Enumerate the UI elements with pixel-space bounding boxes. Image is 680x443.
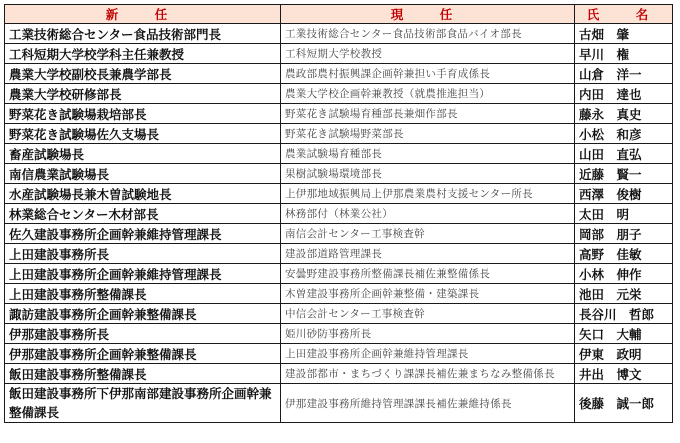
current-post-cell: 建設部道路管理課長: [281, 244, 575, 264]
current-post-cell: 安曇野建設事務所整備課長補佐兼整備係長: [281, 264, 575, 284]
current-post-cell: 林務部付（林業公社）: [281, 204, 575, 224]
new-post-cell: 農業大学校副校長兼農学部長: [5, 64, 281, 84]
new-post-cell: 伊那建設事務所企画幹兼整備課長: [5, 344, 281, 364]
name-cell: 長谷川 哲郎: [575, 304, 673, 324]
table-row: [5, 164, 673, 184]
table-row: [5, 364, 673, 384]
header-row: [5, 5, 673, 24]
new-post-cell: 上田建設事務所整備課長: [5, 284, 281, 304]
name-cell: 池田 元栄: [575, 284, 673, 304]
current-post-cell: 建設部都市・まちづくり課課長補佐兼まちなみ整備係長: [281, 364, 575, 384]
new-post-cell: 飯田建設事務所下伊那南部建設事務所企画幹兼整備課長: [5, 384, 281, 423]
current-post-cell: 野菜花き試験場育種部長兼畑作部長: [281, 104, 575, 124]
new-post-cell: 野菜花き試験場佐久支場長: [5, 124, 281, 144]
name-cell: 高野 佳敏: [575, 244, 673, 264]
name-cell: 藤永 真史: [575, 104, 673, 124]
name-cell: 太田 明: [575, 204, 673, 224]
table-row: [5, 184, 673, 204]
current-post-cell: 南信会計センター工事検査幹: [281, 224, 575, 244]
table-row: [5, 304, 673, 324]
table-row: [5, 384, 673, 423]
name-cell: 後藤 誠一郎: [575, 384, 673, 423]
name-cell: 西澤 俊樹: [575, 184, 673, 204]
name-cell: 早川 権: [575, 44, 673, 64]
current-post-cell: 伊那建設事務所維持管理課課長補佐兼維持係長: [281, 384, 575, 423]
table-row: [5, 84, 673, 104]
current-post-cell: 工業技術総合センター食品技術部食品バイオ部長: [281, 24, 575, 44]
table-row: [5, 344, 673, 364]
new-post-cell: 農業大学校研修部長: [5, 84, 281, 104]
table-body: [5, 24, 673, 423]
name-cell: 内田 達也: [575, 84, 673, 104]
new-post-cell: 工業技術総合センター食品技術部門長: [5, 24, 281, 44]
name-cell: 古畑 肇: [575, 24, 673, 44]
new-post-cell: 林業総合センター木材部長: [5, 204, 281, 224]
current-post-cell: 姫川砂防事務所長: [281, 324, 575, 344]
table-row: [5, 284, 673, 304]
new-post-cell: 伊那建設事務所長: [5, 324, 281, 344]
header-current-post: 現 任: [281, 5, 575, 24]
table-row: [5, 64, 673, 84]
name-cell: 近藤 賢一: [575, 164, 673, 184]
table-row: [5, 244, 673, 264]
name-cell: 山田 直弘: [575, 144, 673, 164]
new-post-cell: 飯田建設事務所整備課長: [5, 364, 281, 384]
new-post-cell: 佐久建設事務所企画幹兼維持管理課長: [5, 224, 281, 244]
current-post-cell: 農業大学校企画幹兼教授（就農推進担当）: [281, 84, 575, 104]
table-row: [5, 124, 673, 144]
header-new-post: 新 任: [5, 5, 281, 24]
current-post-cell: 中信会計センター工事検査幹: [281, 304, 575, 324]
table-row: [5, 224, 673, 244]
current-post-cell: 木曽建設事務所企画幹兼整備・建築課長: [281, 284, 575, 304]
name-cell: 山倉 洋一: [575, 64, 673, 84]
name-cell: 小松 和彦: [575, 124, 673, 144]
name-cell: 矢口 大輔: [575, 324, 673, 344]
new-post-cell: 上田建設事務所企画幹兼維持管理課長: [5, 264, 281, 284]
current-post-cell: 野菜花き試験場野菜部長: [281, 124, 575, 144]
name-cell: 小林 伸作: [575, 264, 673, 284]
new-post-cell: 工科短期大学校学科主任兼教授: [5, 44, 281, 64]
name-cell: 井出 博文: [575, 364, 673, 384]
new-post-cell: 南信農業試験場長: [5, 164, 281, 184]
table-row: [5, 144, 673, 164]
current-post-cell: 農業試験場育種部長: [281, 144, 575, 164]
new-post-cell: 上田建設事務所長: [5, 244, 281, 264]
table-row: [5, 104, 673, 124]
new-post-cell: 畜産試験場長: [5, 144, 281, 164]
new-post-cell: 野菜花き試験場栽培部長: [5, 104, 281, 124]
current-post-cell: 工科短期大学校教授: [281, 44, 575, 64]
table-row: [5, 204, 673, 224]
current-post-cell: 上田建設事務所企画幹兼維持管理課長: [281, 344, 575, 364]
current-post-cell: 上伊那地域振興局上伊那農業農村支援センター所長: [281, 184, 575, 204]
table-row: [5, 24, 673, 44]
new-post-cell: 諏訪建設事務所企画幹兼整備課長: [5, 304, 281, 324]
current-post-cell: 果樹試験場環境部長: [281, 164, 575, 184]
new-post-cell: 水産試験場長兼木曽試験地長: [5, 184, 281, 204]
table-row: [5, 324, 673, 344]
table-row: [5, 264, 673, 284]
personnel-table: [4, 4, 673, 423]
current-post-cell: 農政部農村振興課企画幹兼担い手育成係長: [281, 64, 575, 84]
header-name: 氏 名: [575, 5, 673, 24]
name-cell: 伊東 政明: [575, 344, 673, 364]
name-cell: 岡部 朋子: [575, 224, 673, 244]
table-row: [5, 44, 673, 64]
